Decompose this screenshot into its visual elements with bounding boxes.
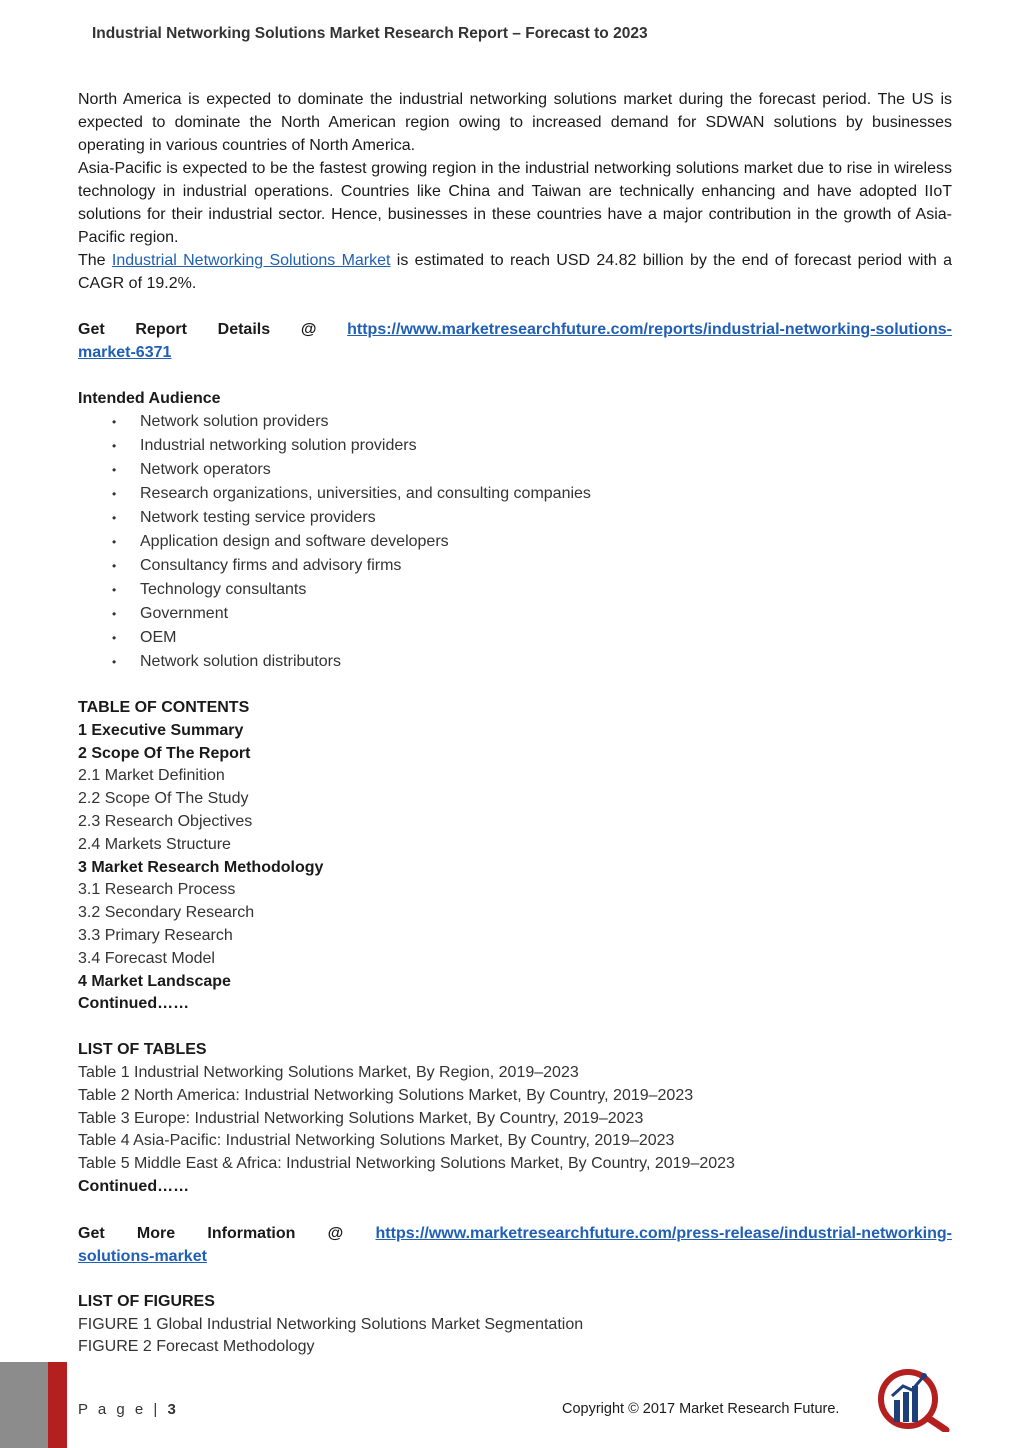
- report-details-word: Details: [217, 321, 271, 338]
- bullet-icon: •: [112, 415, 117, 429]
- bullet-icon: •: [112, 535, 117, 549]
- copyright-text: Copyright © 2017 Market Research Future.: [562, 1401, 840, 1417]
- report-details-link[interactable]: https://www.marketresearchfuture.com/reports/industrial-networking-solutions-: [347, 321, 952, 338]
- market-link[interactable]: Industrial Networking Solutions Market: [111, 252, 391, 269]
- list-item: • Application design and software developers: [78, 530, 952, 554]
- bullet-icon: •: [112, 487, 117, 501]
- table-list-item: Table 3 Europe: Industrial Networking Solutions Market, By Country, 2019–2023: [78, 1109, 644, 1127]
- intro-p3-suffix: is estimated to reach USD 24.82 billion by the end of forecast period with a CAGR of 19.2%.: [78, 252, 953, 292]
- list-item: • Network solution providers: [78, 410, 952, 434]
- bullet-icon: •: [112, 559, 117, 573]
- footer-gray-bar: [0, 1362, 48, 1448]
- toc-item: 2.3 Research Objectives: [78, 812, 253, 830]
- report-details-word: Report: [135, 321, 187, 338]
- intro-paragraph-2: Asia-Pacific is expected to be the fastest growing region in the industrial networking solutions market due to rise in wireless technology in industrial operations. Countries like China and Taiwan are technically enhancing and have adopted IIoT solutions for their industrial sector. Hence, businesses in these countries have a major contribution in the growth of Asia-Pacific region.: [78, 160, 952, 246]
- bullet-icon: •: [112, 439, 117, 453]
- table-list-item: Table 2 North America: Industrial Networking Solutions Market, By Country, 2019–2023: [78, 1086, 694, 1104]
- more-info-word: More: [136, 1224, 176, 1242]
- table-list-item: Table 5 Middle East & Africa: Industrial Networking Solutions Market, By Country, 2019–2023: [78, 1155, 735, 1173]
- table-list-item: Table 1 Industrial Networking Solutions Market, By Region, 2019–2023: [78, 1063, 579, 1081]
- bullet-icon: •: [112, 655, 117, 669]
- report-details-word: @: [300, 321, 317, 338]
- report-details-line: [78, 318, 952, 341]
- audience-list: [78, 410, 952, 674]
- list-item: • Network operators: [78, 458, 952, 482]
- toc-item: 4 Market Landscape: [78, 972, 231, 990]
- toc-item: 1 Executive Summary: [78, 721, 244, 739]
- bullet-icon: •: [112, 631, 117, 645]
- list-item: • Government: [78, 602, 952, 626]
- toc-item: 3.3 Primary Research: [78, 926, 233, 944]
- more-info-word: Get: [78, 1224, 105, 1242]
- tables-heading: LIST OF TABLES: [78, 1041, 207, 1059]
- document-header-title: Industrial Networking Solutions Market Research Report – Forecast to 2023: [92, 25, 648, 42]
- more-info-link[interactable]: https://www.marketresearchfuture.com/press-release/industrial-networking-: [375, 1224, 952, 1242]
- toc-continued: Continued……: [78, 995, 190, 1013]
- bullet-icon: •: [112, 583, 117, 597]
- page-content: [78, 88, 952, 1359]
- report-details-link-cont[interactable]: market-6371: [78, 344, 172, 361]
- toc-item: 2.4 Markets Structure: [78, 835, 231, 853]
- more-info-link-cont[interactable]: solutions-market: [78, 1247, 207, 1265]
- table-list-item: Table 4 Asia-Pacific: Industrial Networking Solutions Market, By Country, 2019–2023: [78, 1132, 675, 1150]
- list-item: • Network solution distributors: [78, 650, 952, 674]
- toc-item: 2.1 Market Definition: [78, 767, 225, 785]
- toc-item: 2 Scope Of The Report: [78, 744, 251, 762]
- intro-paragraph-3: [78, 249, 952, 295]
- more-info-line: [78, 1222, 952, 1245]
- figure-list-item: FIGURE 2 Forecast Methodology: [78, 1338, 315, 1356]
- figure-list-item: FIGURE 1 Global Industrial Networking Solutions Market Segmentation: [78, 1315, 584, 1333]
- intro-paragraph-1: North America is expected to dominate the industrial networking solutions market during the forecast period. The US is expected to dominate the North American region owing to increased demand for SDWAN solutions by businesses operating in various countries of North America.: [78, 91, 952, 154]
- page-label: P a g e |: [78, 1401, 161, 1418]
- list-item: • Consultancy firms and advisory firms: [78, 554, 952, 578]
- report-details-word: Get: [78, 321, 105, 338]
- more-info-word: Information: [207, 1224, 296, 1242]
- toc-item: 3.1 Research Process: [78, 881, 236, 899]
- toc-item: 2.2 Scope Of The Study: [78, 790, 249, 808]
- list-item: • OEM: [78, 626, 952, 650]
- list-item: • Research organizations, universities, and consulting companies: [78, 482, 952, 506]
- page-number: [78, 1401, 176, 1418]
- list-item: • Industrial networking solution providers: [78, 434, 952, 458]
- toc-heading: TABLE OF CONTENTS: [78, 699, 250, 716]
- toc-item: 3.2 Secondary Research: [78, 904, 255, 922]
- market-research-future-logo-icon: [876, 1366, 952, 1432]
- toc-item: 3.4 Forecast Model: [78, 949, 215, 967]
- toc-item: 3 Market Research Methodology: [78, 858, 324, 876]
- bullet-icon: •: [112, 511, 117, 525]
- list-item: • Technology consultants: [78, 578, 952, 602]
- more-info-word: @: [327, 1224, 344, 1242]
- list-item: • Network testing service providers: [78, 506, 952, 530]
- figures-heading: LIST OF FIGURES: [78, 1292, 215, 1310]
- audience-heading: Intended Audience: [78, 390, 221, 407]
- bullet-icon: •: [112, 463, 117, 477]
- page-number-value: 3: [167, 1401, 176, 1418]
- tables-continued: Continued……: [78, 1177, 190, 1195]
- bullet-icon: •: [112, 607, 117, 621]
- intro-p3-prefix: The: [78, 252, 112, 269]
- footer-red-bar: [48, 1362, 67, 1448]
